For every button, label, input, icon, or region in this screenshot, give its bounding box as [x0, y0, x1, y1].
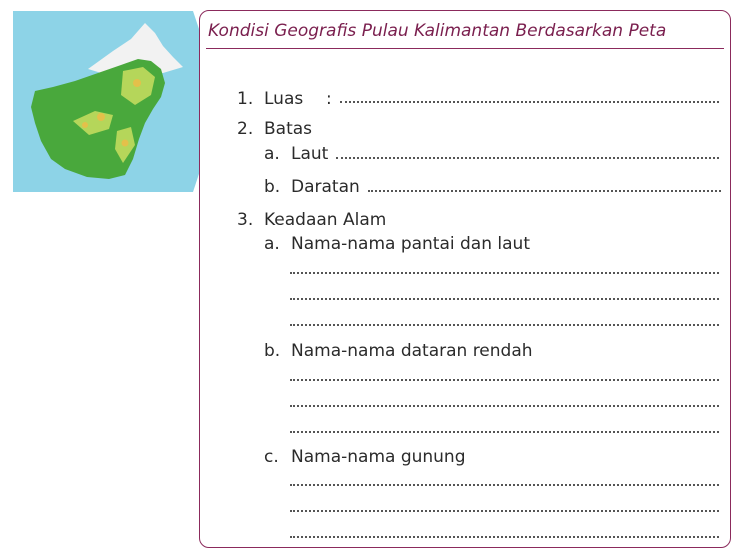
item-1-label: Luas — [264, 89, 304, 109]
peak-4 — [122, 140, 129, 147]
item-3c-letter: c. — [264, 447, 279, 467]
luas-answer-line[interactable] — [340, 101, 719, 103]
item-1-colon: : — [326, 89, 332, 109]
peak-2 — [97, 113, 105, 121]
item-3a-label: Nama-nama pantai dan laut — [291, 234, 530, 254]
item-2-label: Batas — [264, 119, 313, 139]
item-3a-letter: a. — [264, 234, 280, 254]
pantai-answer-line-2[interactable] — [290, 298, 719, 300]
pantai-answer-line-1[interactable] — [290, 272, 719, 274]
item-2b-letter: b. — [264, 177, 281, 197]
item-3c-label: Nama-nama gunung — [291, 447, 466, 467]
gunung-answer-line-2[interactable] — [290, 510, 719, 512]
daratan-answer-line[interactable] — [368, 190, 721, 192]
gunung-answer-line-1[interactable] — [290, 484, 719, 486]
item-3b-label: Nama-nama dataran rendah — [291, 341, 533, 361]
item-3b-letter: b. — [264, 341, 281, 361]
item-2b-label: Daratan — [291, 177, 360, 197]
card-title: Kondisi Geografis Pulau Kalimantan Berdasarkan Peta — [208, 21, 667, 41]
peak-1 — [133, 79, 141, 87]
dataran-answer-line-2[interactable] — [290, 405, 719, 407]
dataran-answer-line-1[interactable] — [290, 379, 719, 381]
laut-answer-line[interactable] — [336, 157, 719, 159]
item-2a-label: Laut — [291, 144, 329, 164]
kalimantan-map — [13, 11, 223, 192]
gunung-answer-line-3[interactable] — [290, 536, 719, 538]
worksheet-card — [199, 10, 731, 548]
item-3-label: Keadaan Alam — [264, 210, 387, 230]
item-2-number: 2. — [237, 119, 254, 139]
pantai-answer-line-3[interactable] — [290, 324, 719, 326]
item-3-number: 3. — [237, 210, 254, 230]
dataran-answer-line-3[interactable] — [290, 431, 719, 433]
item-1-number: 1. — [237, 89, 254, 109]
item-2a-letter: a. — [264, 144, 280, 164]
title-underline — [206, 48, 724, 49]
peak-3 — [82, 122, 88, 128]
